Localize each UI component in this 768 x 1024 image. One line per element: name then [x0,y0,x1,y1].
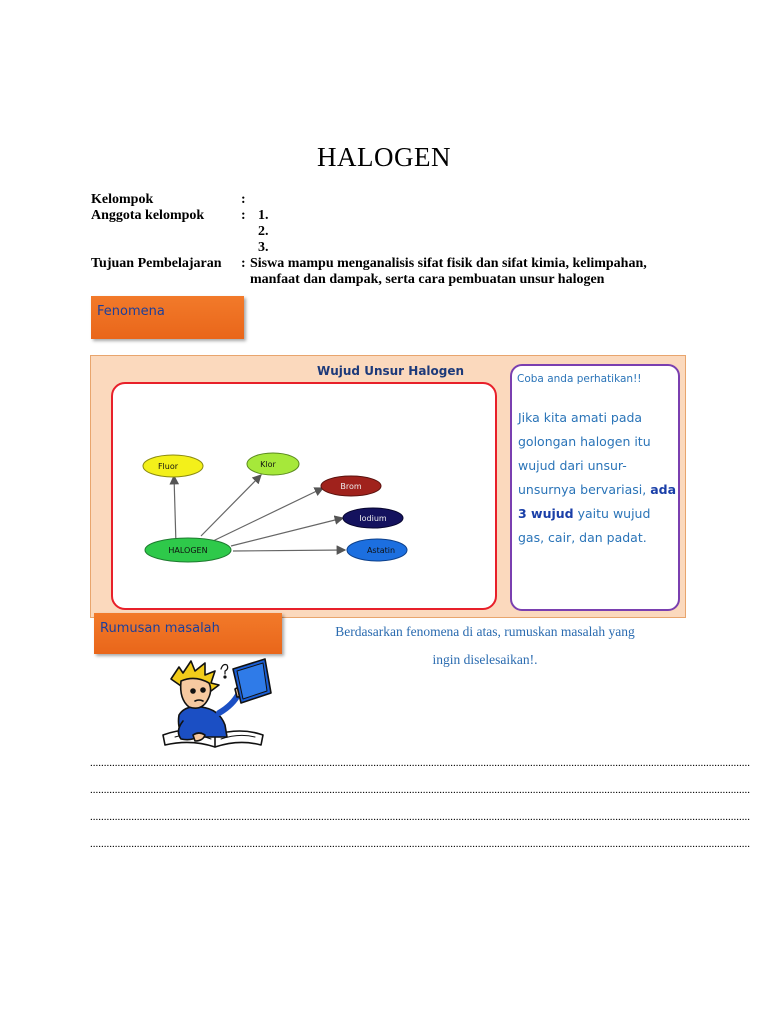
note-box [510,364,680,611]
note-text-bold: ada 3 wujud [518,482,677,521]
note-body [518,406,678,550]
anggota-item: 2. [258,224,269,239]
rumusan-tag [94,613,282,654]
tujuan-line-2: manfaat dan dampak, serta cara pembuatan unsur halogen [250,272,605,287]
node-halogen-label: HALOGEN [168,546,208,555]
node-fluor-label: Fluor [157,462,179,471]
answer-line-3[interactable]: ................................................................................................................................................................................................................................................ [90,811,750,823]
arrow-fluor [174,476,176,545]
fenomena-tag [91,296,244,339]
student-reading-illustration [135,655,285,755]
node-astatin-label: Astatin [366,546,396,555]
fenomena-label: Fenomena [97,304,165,319]
tujuan-label: Tujuan Pembelajaran [91,256,222,271]
note-text-1: Jika kita amati pada golongan halogen itu wujud dari unsur-unsurnya bervariasi, [518,410,651,497]
tujuan-line-1: Siswa mampu menganalisis sifat fisik dan sifat kimia, kelimpahan, [250,256,647,271]
answer-line-4[interactable]: ................................................................................................................................................................................................................................................ [90,838,750,850]
prompt-line-2: ingin diselesaikan!. [432,652,538,667]
arrow-klor [201,475,261,536]
node-brom-label: Brom [340,482,362,491]
rumusan-label: Rumusan masalah [100,621,220,636]
answer-line-1[interactable]: ................................................................................................................................................................................................................................................ [90,757,750,769]
node-klor-label: Klor [260,460,276,469]
anggota-item: 3. [258,240,269,255]
arrow-iodium [231,518,343,546]
phenomenon-panel [90,355,686,618]
kelompok-label: Kelompok [91,192,154,207]
diagram-box [111,382,497,610]
panel-title: Wujud Unsur Halogen [317,364,465,378]
page-title: HALOGEN [317,142,451,172]
anggota-label: Anggota kelompok [91,208,205,223]
note-heading: Coba anda perhatikan!! [517,373,642,385]
answer-line-2[interactable]: ................................................................................................................................................................................................................................................ [90,784,750,796]
prompt-text [300,618,670,674]
arrow-brom [213,488,323,541]
node-iodium-label: Iodium [359,514,387,523]
anggota-item: 1. [258,208,269,223]
arrow-astatin [233,550,345,551]
prompt-line-1: Berdasarkan fenomena di atas, rumuskan masalah yang [335,624,635,639]
halogen-diagram [113,384,495,608]
note-text-2: yaitu wujud gas, cair, dan padat. [518,506,651,545]
